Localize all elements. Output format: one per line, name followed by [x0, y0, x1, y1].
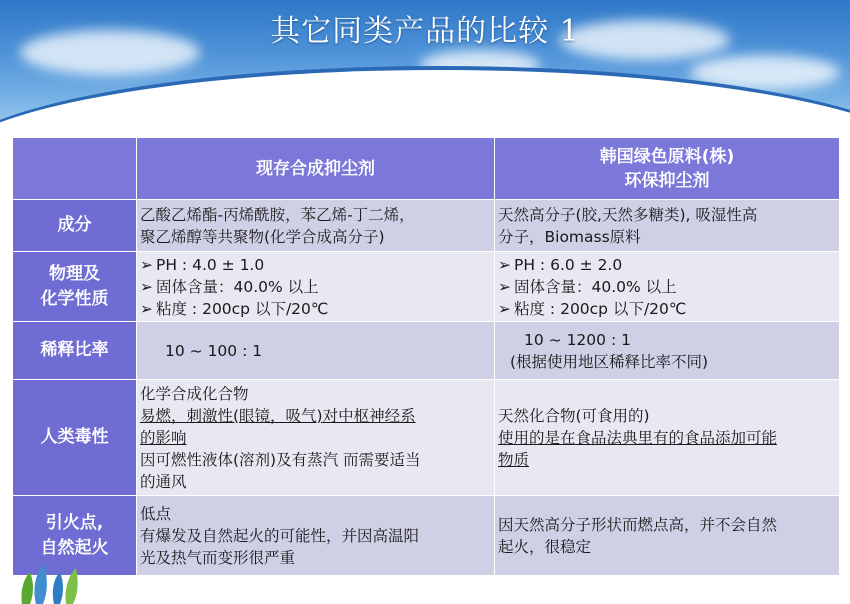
- table-row-flashpoint: [13, 496, 840, 576]
- text-line: 乙酸乙烯酯-丙烯酰胺，苯乙烯-丁二烯，: [140, 205, 415, 224]
- row-label-line2: 自然起火: [40, 537, 109, 558]
- composition-existing: [137, 200, 495, 252]
- arrow-bullet-icon: ➢: [498, 255, 511, 274]
- list-item: ➢ PH : 4.0 ± 1.0: [140, 255, 265, 274]
- leaf-logo-icon: [16, 560, 96, 604]
- text-line: 起火，很稳定: [498, 537, 592, 556]
- slide-title: 其它同类产品的比较 1: [270, 14, 580, 49]
- toxicity-korean: [495, 380, 840, 496]
- properties-existing: [137, 252, 495, 322]
- text-line: 聚乙烯醇等共聚物(化学合成高分子): [140, 227, 385, 246]
- list-item: ➢ 粘度 : 200cp 以下/20℃: [140, 299, 329, 318]
- composition-korean: [495, 200, 840, 252]
- text-line: 光及热气而变形很严重: [140, 548, 296, 567]
- text-line: 天然高分子(胶,天然多糖类), 吸湿性高: [498, 205, 758, 224]
- underlined-text: 的影响: [140, 428, 187, 447]
- table-row-dilution: [13, 322, 840, 380]
- text-line: 的通风: [140, 472, 187, 491]
- header-korean-line1: 韩国绿色原料(株): [599, 146, 735, 167]
- arrow-bullet-icon: ➢: [140, 277, 153, 296]
- arrow-bullet-icon: ➢: [498, 299, 511, 318]
- text-line: 天然化合物(可食用的): [498, 406, 650, 425]
- row-label: 稀释比率: [13, 322, 137, 380]
- text-line: 10 ~ 1200 : 1: [524, 330, 631, 349]
- header-row: [13, 138, 840, 200]
- text-line: 分子，Biomass原料: [498, 227, 641, 246]
- table-row-toxicity: [13, 380, 840, 496]
- list-item: ➢ PH : 6.0 ± 2.0: [498, 255, 623, 274]
- underlined-text: 使用的是在食品法典里有的食品添加可能: [498, 428, 778, 447]
- arrow-bullet-icon: ➢: [140, 299, 153, 318]
- dilution-korean: [495, 322, 840, 380]
- header-existing-product: 现存合成抑尘剂: [137, 138, 495, 200]
- row-label-line1: 物理及: [49, 263, 100, 284]
- table-row-properties: [13, 252, 840, 322]
- text-line: 低点: [140, 504, 172, 523]
- header-korean-product: [495, 138, 840, 200]
- text-line: 因可燃性液体(溶剂)及有蒸汽 而需要适当: [140, 450, 421, 469]
- table-row-composition: [13, 200, 840, 252]
- text-line: 因天然高分子形状而燃点高，并不会自然: [498, 515, 778, 534]
- row-label: 人类毒性: [13, 380, 137, 496]
- text-line: 有爆发及自然起火的可能性，并因高温阳: [140, 526, 420, 545]
- row-label: [13, 252, 137, 322]
- header-empty-cell: [13, 138, 137, 200]
- row-label: 成分: [13, 200, 137, 252]
- row-label-line2: 化学性质: [40, 288, 109, 309]
- list-item: ➢ 固体含量：40.0% 以上: [140, 277, 319, 296]
- dilution-existing: 10 ~ 100 : 1: [137, 322, 495, 380]
- header-korean-line2: 环保抑尘剂: [624, 170, 710, 191]
- text-line: (根据使用地区稀释比率不同): [510, 352, 709, 371]
- list-item: ➢ 固体含量：40.0% 以上: [498, 277, 677, 296]
- text-line: 化学合成化合物: [140, 384, 249, 403]
- properties-korean: [495, 252, 840, 322]
- toxicity-existing: [137, 380, 495, 496]
- underlined-text: 物质: [498, 450, 530, 469]
- underlined-text: 易燃，刺激性(眼镜，吸气)对中枢神经系: [140, 406, 416, 425]
- flashpoint-korean: [495, 496, 840, 576]
- arrow-bullet-icon: ➢: [498, 277, 511, 296]
- list-item: ➢ 粘度 : 200cp 以下/20℃: [498, 299, 687, 318]
- arrow-bullet-icon: ➢: [140, 255, 153, 274]
- row-label-line1: 引火点,: [45, 512, 104, 533]
- flashpoint-existing: [137, 496, 495, 576]
- comparison-table: [12, 137, 840, 576]
